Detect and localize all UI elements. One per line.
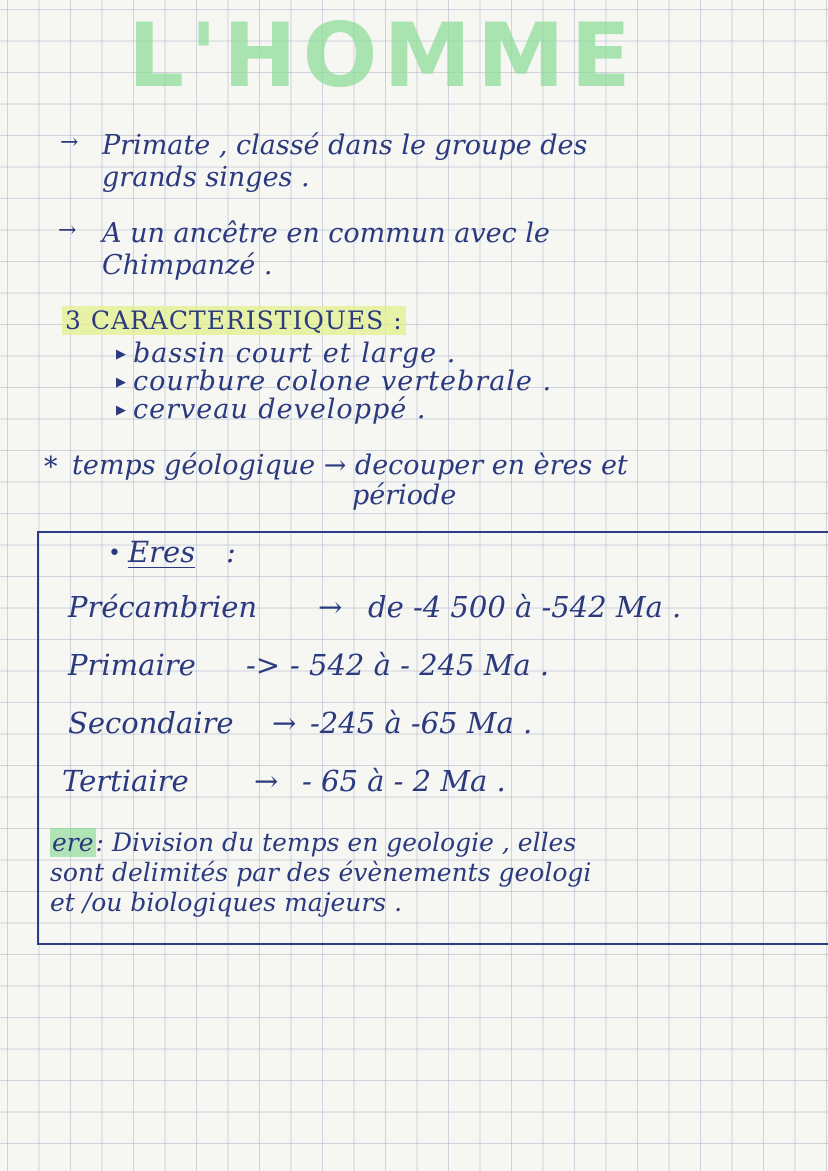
intro-line: A un ancêtre en commun avec le <box>102 218 550 249</box>
characteristics-heading: 3 CARACTERISTIQUES : <box>62 306 406 335</box>
intro-line: Chimpanzé . <box>102 250 273 281</box>
eras-heading-label: Eres <box>128 535 196 569</box>
arrow-icon: → <box>58 218 77 243</box>
triangle-bullet-icon: ▶ <box>116 375 127 390</box>
bullet-dot-icon: • <box>108 541 121 566</box>
arrow-icon: -> <box>246 648 281 682</box>
era-name: Tertiaire <box>62 764 189 798</box>
characteristic-text: bassin court et large . <box>133 338 457 369</box>
arrow-icon: → <box>318 590 343 624</box>
definition-term: ere <box>52 828 94 857</box>
era-name: Secondaire <box>68 706 234 740</box>
era-range: -245 à -65 Ma . <box>310 706 533 740</box>
characteristic-text: cerveau developpé . <box>133 394 427 425</box>
triangle-bullet-icon: ▶ <box>116 403 127 418</box>
definition-line-2: sont delimités par des évènements geologi <box>50 858 592 887</box>
arrow-icon: → <box>254 764 279 798</box>
era-range: - 542 à - 245 Ma . <box>290 648 550 682</box>
characteristic-text: courbure colone vertebrale . <box>133 366 553 397</box>
geologic-time-line: période <box>352 480 457 511</box>
definition-line-1 <box>50 828 576 857</box>
definition-line-3: et /ou biologiques majeurs . <box>50 888 403 917</box>
star-icon: * <box>44 452 58 483</box>
page-title: L'HOMME <box>128 4 637 107</box>
era-name: Primaire <box>68 648 196 682</box>
geologic-time-line: temps géologique → decouper en ères et <box>72 450 628 481</box>
definition-text: Division du temps en geologie , elles <box>111 828 577 857</box>
definition-sep: : <box>95 828 104 857</box>
era-range: - 65 à - 2 Ma . <box>302 764 506 798</box>
intro-line: Primate , classé dans le groupe des <box>102 130 588 161</box>
arrow-icon: → <box>272 706 297 740</box>
intro-line: grands singes . <box>102 162 310 193</box>
eras-heading-colon: : <box>226 535 236 569</box>
arrow-icon: → <box>60 130 79 155</box>
era-name: Précambrien <box>68 590 258 624</box>
era-range: de -4 500 à -542 Ma . <box>368 590 682 624</box>
characteristic-item <box>116 394 426 426</box>
triangle-bullet-icon: ▶ <box>116 347 127 362</box>
